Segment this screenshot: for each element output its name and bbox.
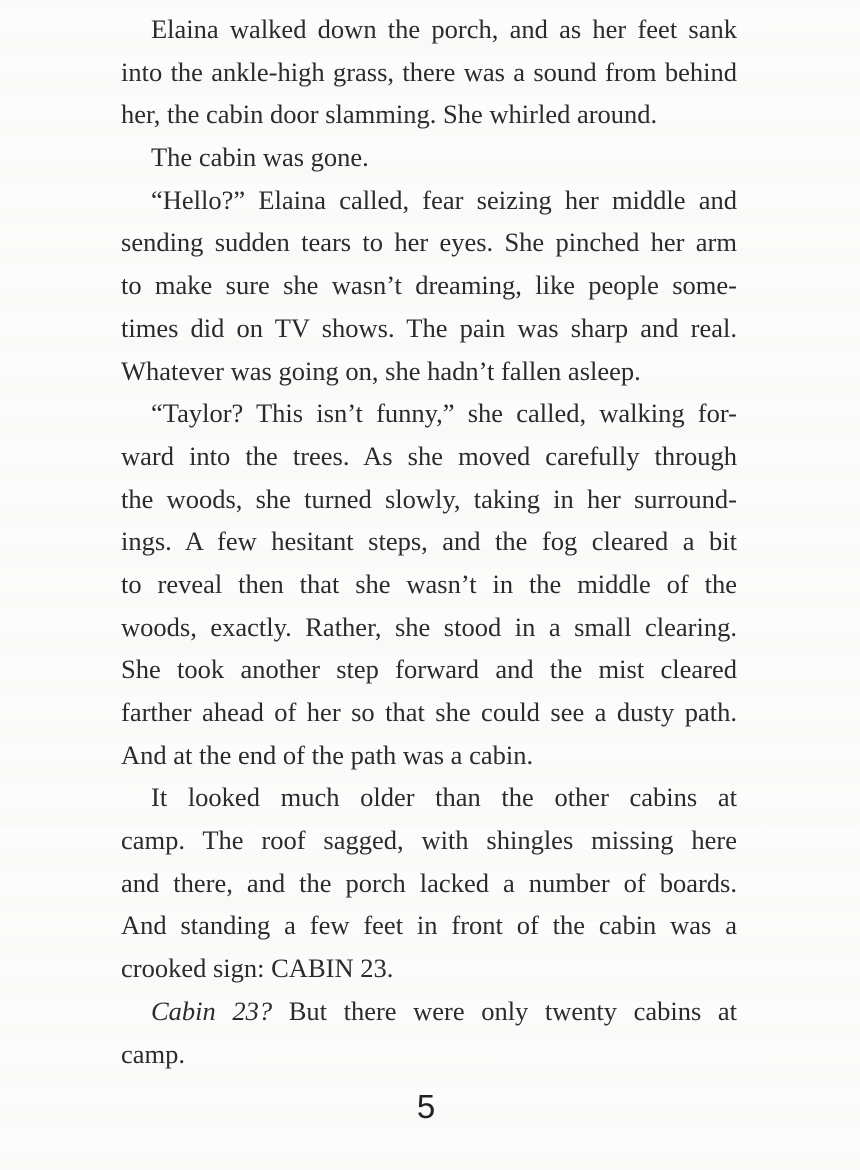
text-line: The cabin was gone. xyxy=(151,142,369,173)
text-line: woods, exactly. Rather, she stood in a small clearing. xyxy=(121,611,737,642)
text-line: her, the cabin door slamming. She whirled around. xyxy=(121,99,658,130)
text-line: ward into the trees. As she moved carefully through xyxy=(121,440,737,471)
text-line: And standing a few feet in front of the cabin was a xyxy=(121,910,737,941)
text-line: “Hello?” Elaina called, fear seizing her middle and xyxy=(151,184,737,215)
text-line: sending sudden tears to her eyes. She pinched her arm xyxy=(121,227,737,258)
text-line: She took another step forward and the mist cleared xyxy=(121,654,737,685)
text-line: to reveal then that she wasn’t in the middle of the xyxy=(121,568,737,599)
text-line: camp. xyxy=(121,1038,186,1069)
text-line xyxy=(121,990,737,1033)
text-line: And at the end of the path was a cabin. xyxy=(121,739,534,770)
text-line: the woods, she turned slowly, taking in her surround- xyxy=(121,483,737,514)
text-line: ings. A few hesitant steps, and the fog cleared a bit xyxy=(121,526,737,557)
italic-text-segment: Cabin 23? xyxy=(151,995,273,1026)
text-line: farther ahead of her so that she could see a dusty path. xyxy=(121,697,737,727)
text-line: It looked much older than the other cabins at xyxy=(151,782,737,813)
text-line: into the ankle-high grass, there was a sound from behind xyxy=(121,56,737,87)
text-line: and there, and the porch lacked a number of boards. xyxy=(121,867,737,898)
text-line: crooked sign: CABIN 23. xyxy=(121,953,394,984)
text-line: times did on TV shows. The pain was sharp and real. xyxy=(121,312,737,343)
text-line: “Taylor? This isn’t funny,” she called, walking for- xyxy=(151,398,737,429)
text-line: Whatever was going on, she hadn’t fallen asleep. xyxy=(121,355,641,386)
page-text xyxy=(121,8,737,1075)
text-line: Elaina walked down the porch, and as her feet sank xyxy=(151,14,737,44)
text-line: to make sure she wasn’t dreaming, like people some- xyxy=(121,270,737,301)
text-segment: But there were only twenty cabins at xyxy=(272,995,737,1026)
text-line: camp. The roof sagged, with shingles missing here xyxy=(121,825,737,856)
page-number: 5 xyxy=(416,1088,436,1125)
